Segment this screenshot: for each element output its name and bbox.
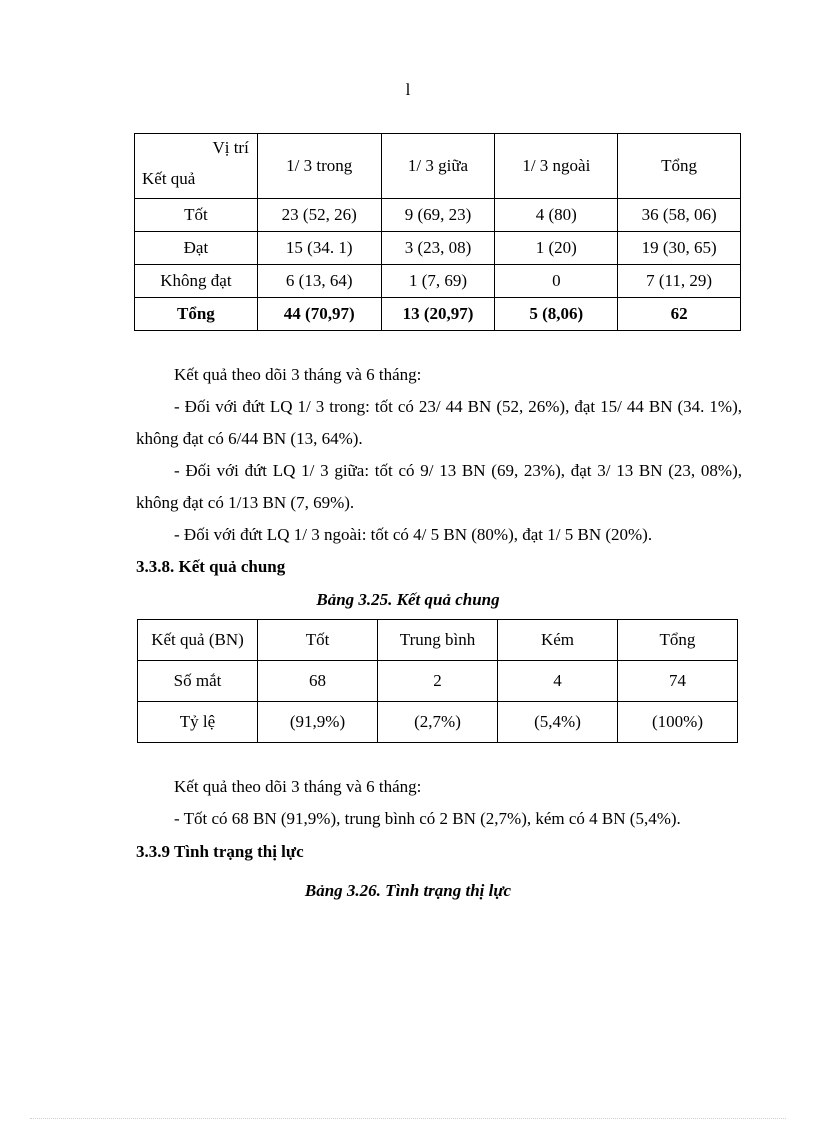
table-cell: 62	[618, 298, 741, 331]
paragraph-outer-third: - Đối với đứt LQ 1/ 3 ngoài: tốt có 4/ 5 BN (80%), đạt 1/ 5 BN (20%).	[174, 525, 653, 544]
row-label: Đạt	[135, 232, 258, 265]
table-cell: 6 (13, 64)	[257, 265, 381, 298]
table-header-row	[135, 134, 741, 199]
row-label: Không đạt	[135, 265, 258, 298]
table-cell: 19 (30, 65)	[618, 232, 741, 265]
paragraph-intro-2: Kết quả theo dõi 3 tháng và 6 tháng:	[174, 777, 422, 796]
table-cell: 9 (69, 23)	[381, 199, 495, 232]
table-cell: 4	[498, 661, 618, 702]
page-number: l	[405, 80, 411, 99]
row-label: Tỷ lệ	[138, 702, 258, 743]
table-row	[138, 702, 738, 743]
section-heading-338: 3.3.8. Kết quả chung	[136, 557, 286, 576]
row-label: Số mắt	[138, 661, 258, 702]
table-cell: Tốt	[258, 620, 378, 661]
table-overall-results	[137, 619, 738, 743]
table-cell: 74	[618, 661, 738, 702]
section-heading-339: 3.3.9 Tình trạng thị lực	[136, 842, 304, 861]
table-cell: 0	[495, 265, 618, 298]
table-results-by-position	[134, 133, 741, 331]
column-header: 1/ 3 giữa	[381, 134, 495, 199]
paragraph-middle-third: - Đối với đứt LQ 1/ 3 giữa: tốt có 9/ 13 BN (69, 23%), đạt 3/ 13 BN (23, 08%), không đạt có 1/13 BN (7, 69%).	[136, 461, 742, 512]
row-label: Tốt	[135, 199, 258, 232]
paragraph-overall-summary: - Tốt có 68 BN (91,9%), trung bình có 2 BN (2,7%), kém có 4 BN (5,4%).	[174, 809, 681, 828]
table-cell: 7 (11, 29)	[618, 265, 741, 298]
column-header: 1/ 3 ngoài	[495, 134, 618, 199]
column-header: Tổng	[618, 134, 741, 199]
table-row	[138, 661, 738, 702]
table-cell: 13 (20,97)	[381, 298, 495, 331]
corner-header-cell	[135, 134, 258, 199]
table-cell: Trung bình	[378, 620, 498, 661]
table-caption-325: Bảng 3.25. Kết quả chung	[316, 590, 500, 609]
table-cell: 1 (7, 69)	[381, 265, 495, 298]
page-bottom-rule	[30, 1118, 786, 1119]
table-cell: 5 (8,06)	[495, 298, 618, 331]
table-cell: (2,7%)	[378, 702, 498, 743]
table-cell: 2	[378, 661, 498, 702]
corner-header-result: Kết quả	[142, 169, 196, 188]
table-row	[135, 265, 741, 298]
table-cell: Tổng	[618, 620, 738, 661]
table-caption-326: Bảng 3.26. Tình trạng thị lực	[304, 881, 512, 900]
table-cell: (5,4%)	[498, 702, 618, 743]
table-cell: (91,9%)	[258, 702, 378, 743]
table-row	[138, 620, 738, 661]
table-cell: 4 (80)	[495, 199, 618, 232]
table-row	[135, 232, 741, 265]
table-row	[135, 199, 741, 232]
table-cell: 3 (23, 08)	[381, 232, 495, 265]
table-cell: (100%)	[618, 702, 738, 743]
table-cell: 23 (52, 26)	[257, 199, 381, 232]
table-cell: 1 (20)	[495, 232, 618, 265]
table-cell: 36 (58, 06)	[618, 199, 741, 232]
table-total-row	[135, 298, 741, 331]
row-label: Tổng	[135, 298, 258, 331]
table-cell: Kém	[498, 620, 618, 661]
paragraph-inner-third: - Đối với đứt LQ 1/ 3 trong: tốt có 23/ 44 BN (52, 26%), đạt 15/ 44 BN (34. 1%), không đạt có 6/44 BN (13, 64%).	[136, 397, 742, 448]
row-label: Kết quả (BN)	[138, 620, 258, 661]
paragraph-intro: Kết quả theo dõi 3 tháng và 6 tháng:	[174, 365, 422, 384]
table-cell: 44 (70,97)	[257, 298, 381, 331]
table-cell: 68	[258, 661, 378, 702]
corner-header-position: Vị trí	[212, 138, 249, 157]
column-header: 1/ 3 trong	[257, 134, 381, 199]
table-cell: 15 (34. 1)	[257, 232, 381, 265]
